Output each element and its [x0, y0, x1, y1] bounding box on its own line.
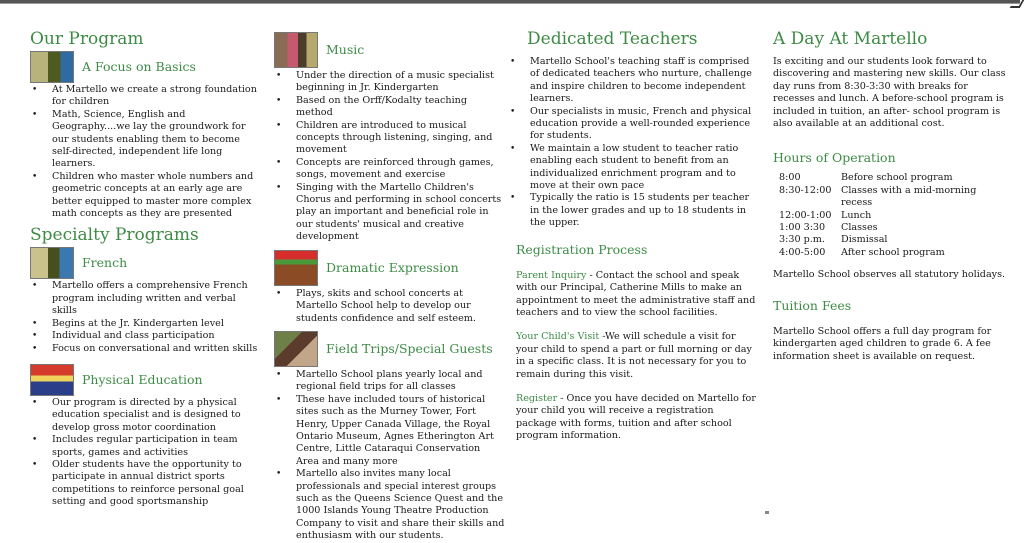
list-item: • Math, Science, English and Geography....we lay the groundwork for our students enabling them to become self-directed, independent life long learners. — [52, 109, 258, 171]
teachers-list — [516, 56, 756, 230]
hours-desc: Classes — [841, 222, 878, 234]
registration-step-register — [516, 393, 756, 443]
registration-step-inquiry — [516, 270, 756, 320]
hours-table — [779, 172, 981, 259]
tuition-text: Martello School offers a full day program for kindergarten aged children to grade 6. A fee information sheet is available on request. — [773, 325, 992, 362]
list-item: • Under the direction of a music specialist beginning in Jr. Kindergarten — [296, 70, 506, 95]
column-teachers-registration — [516, 28, 756, 443]
hours-time: 3:30 p.m. — [779, 234, 825, 246]
list-item: • These have included tours of historical sites such as the Murney Tower, Fort Henry, Upper Canada Village, the Royal Ontario Museum, Agnes Etherington Art Centre, Little Cataraqui Conservation Area and many more — [296, 394, 506, 468]
go-canada-photo-icon — [30, 364, 74, 396]
table-row — [779, 222, 981, 234]
hours-heading: Hours of Operation — [773, 150, 896, 166]
table-row — [779, 210, 981, 222]
drama-heading: Dramatic Expression — [326, 259, 459, 275]
list-item: • Martello School's teaching staff is comprised of dedicated teachers who nurture, challenge and inspire children to become independent learners. — [530, 56, 756, 106]
hours-desc: Lunch — [841, 209, 872, 221]
table-row — [779, 234, 981, 246]
holidays-note: Martello School observes all statutory holidays. — [773, 269, 1006, 281]
drama-photo-icon — [274, 250, 318, 286]
drama-header — [274, 250, 506, 286]
french-heading: French — [82, 255, 128, 271]
list-item: • Begins at the Jr. Kindergarten level — [52, 318, 258, 330]
music-heading: Music — [326, 42, 365, 57]
list-item: • Concepts are reinforced through games, songs, movement and exercise — [296, 157, 506, 182]
table-row — [779, 247, 981, 259]
list-item: • Martello School plans yearly local and regional field trips for all classes — [296, 369, 506, 394]
list-item: • Martello also invites many local professionals and special interest groups such as the Queens Science Quest and the 1000 Islands Young Theatre Production Company to visit and share their skills and enthusiasm with our students. — [296, 468, 506, 542]
french-header — [30, 248, 258, 278]
step-label: Parent Inquiry — [516, 269, 587, 281]
field-trips-list — [274, 369, 506, 543]
registration-step-visit — [516, 331, 756, 381]
field-trips-header — [274, 331, 506, 367]
day-intro-text: Is exciting and our students look forward to discovering and mastering new skills. Our class day runs from 8:30-3:30 with breaks for recesses and lunch. A before-school program is included in tuition, an after- school program is also available at an additional cost. — [773, 56, 1006, 130]
column-our-program — [30, 28, 258, 509]
hours-time: 8:00 — [779, 172, 801, 184]
pe-list — [30, 397, 258, 509]
step-label: Register — [516, 392, 558, 404]
day-at-martello-title: A Day At Martello — [773, 29, 928, 49]
registration-heading: Registration Process — [516, 241, 648, 257]
page-marker — [765, 511, 769, 514]
basics-list — [30, 84, 258, 220]
music-class-photo-icon — [274, 32, 318, 68]
french-list — [30, 280, 258, 354]
music-list — [274, 70, 506, 244]
hours-desc: Dismissal — [841, 234, 888, 246]
list-item: • Plays, skits and school concerts at Martello School help to develop our students confidence and self esteem. — [296, 288, 506, 325]
french-class-photo-icon — [30, 247, 74, 279]
dedicated-teachers-title: Dedicated Teachers — [527, 29, 698, 49]
hours-time: 1:00 3:30 — [779, 222, 826, 234]
pe-header — [30, 365, 258, 395]
step-text: - Once you have decided on Martello for your child you will receive a registration package with forms, tuition and after school program information. — [516, 392, 756, 442]
table-row — [779, 185, 981, 210]
field-trips-heading: Field Trips/Special Guests — [326, 340, 493, 356]
list-item: • Based on the Orff/Kodalty teaching method — [296, 95, 506, 120]
table-row — [779, 172, 981, 184]
field-trip-photo-icon — [274, 331, 318, 367]
list-item: • Martello offers a comprehensive French program including written and verbal skills — [52, 280, 258, 317]
column-day-at-martello — [773, 28, 1009, 363]
list-item: • Older students have the opportunity to participate in annual district sports competitions to reinforce personal goal setting and good sportsmanship — [52, 459, 258, 509]
classroom-photo-icon — [30, 51, 74, 83]
music-header — [274, 32, 506, 68]
list-item: • Children who master whole numbers and geometric concepts at an early age are better equipped to master more complex math concepts as they are presented — [52, 171, 258, 221]
specialty-programs-title: Specialty Programs — [30, 225, 199, 246]
hours-desc: Classes with a mid-morning recess — [841, 184, 977, 209]
hours-time: 8:30-12:00 — [779, 184, 832, 196]
list-item: • Individual and class participation — [52, 330, 258, 342]
list-item: • Children are introduced to musical concepts through listening, singing, and movement — [296, 120, 506, 157]
column-activities — [274, 32, 506, 543]
hours-desc: After school program — [841, 246, 945, 258]
list-item: • Typically the ratio is 15 students per teacher in the lower grades and up to 18 students in the upper. — [530, 192, 756, 229]
list-item: • Focus on conversational and written skills — [52, 343, 258, 355]
hours-time: 12:00-1:00 — [779, 209, 832, 221]
list-item: • At Martello we create a strong foundation for children — [52, 84, 258, 109]
list-item: • We maintain a low student to teacher ratio enabling each student to benefit from an individualized enrichment program and to move at their own pace — [530, 143, 756, 193]
tuition-heading: Tuition Fees — [773, 297, 852, 313]
drama-list — [274, 288, 506, 325]
top-border-rule — [0, 0, 1020, 4]
basics-heading: A Focus on Basics — [82, 59, 196, 74]
list-item: • Our program is directed by a physical education specialist and is designed to develop gross motor coordination — [52, 397, 258, 434]
pe-heading: Physical Education — [82, 371, 203, 387]
step-text: -We will schedule a visit for your child to spend a part or full morning or day in a specific class. It is not necessary for you to remain during this visit. — [516, 331, 752, 380]
hours-desc: Before school program — [841, 172, 953, 184]
hours-time: 4:00-5:00 — [779, 246, 826, 258]
list-item: • Includes regular participation in team sports, games and activities — [52, 434, 258, 459]
our-program-title: Our Program — [30, 29, 144, 49]
list-item: • Our specialists in music, French and physical education provide a well-rounded experience for students. — [530, 106, 756, 143]
basics-header — [30, 52, 258, 82]
step-text: - Contact the school and speak with our Principal, Catherine Mills to make an appointment to meet the administrative staff and teachers and to view the school facilities. — [516, 269, 756, 318]
list-item: • Singing with the Martello Children's Chorus and performing in school concerts play an important and beneficial role in our students' musical and creative development — [296, 182, 506, 244]
step-label: Your Child's Visit — [516, 331, 600, 343]
